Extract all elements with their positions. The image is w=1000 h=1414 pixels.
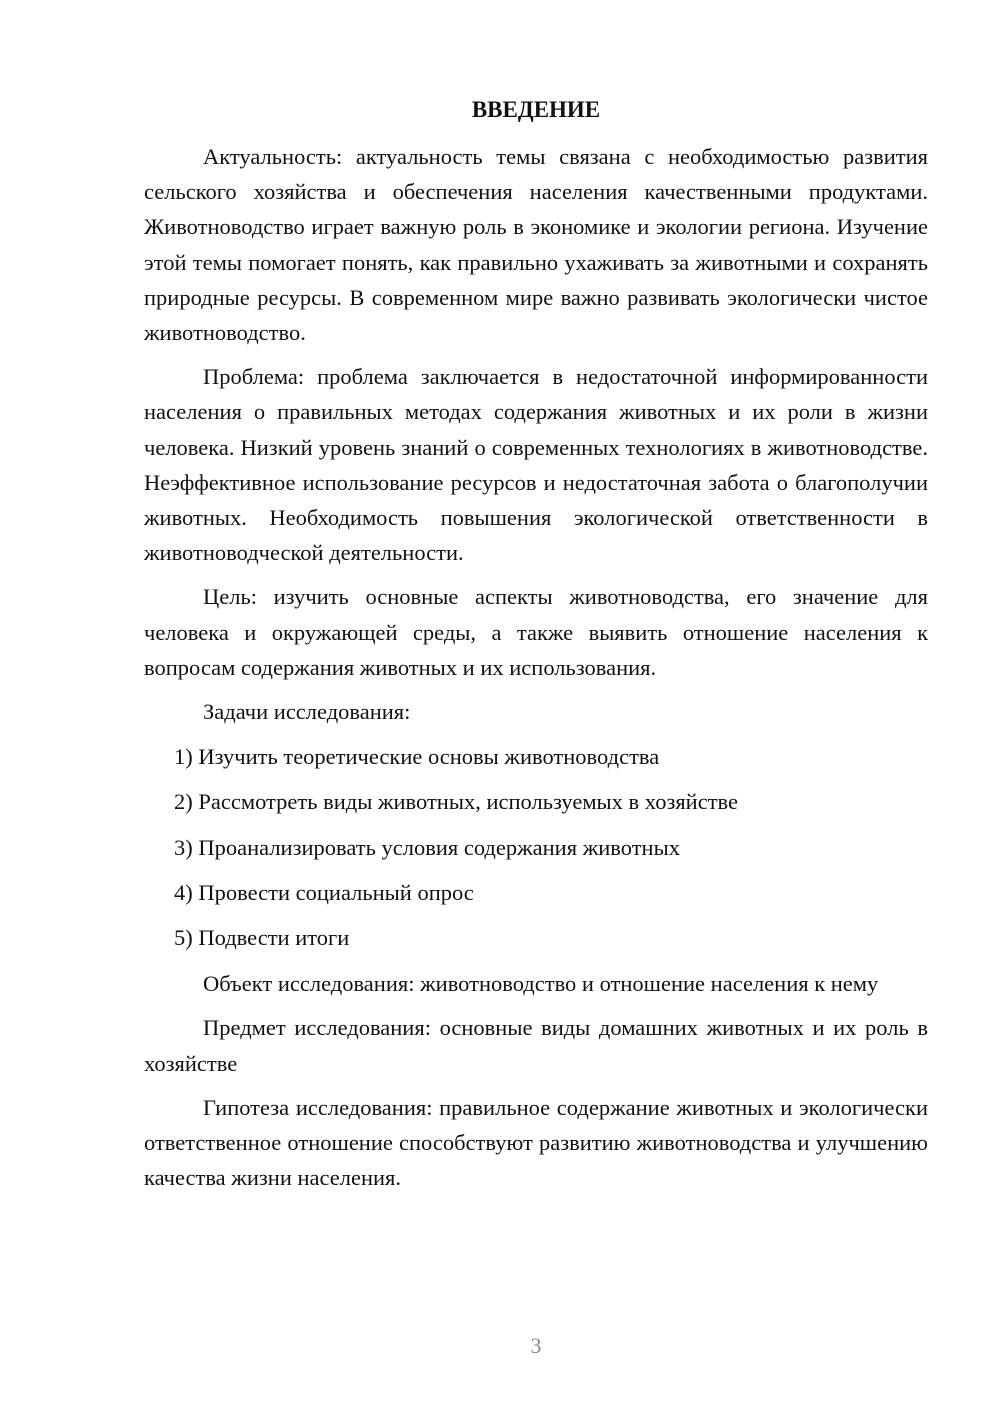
task-item-4: 4) Провести социальный опрос [174, 879, 474, 905]
task-item-5: 5) Подвести итоги [174, 925, 350, 951]
paragraph-object: Объект исследования: животноводство и отношение населения к нему [203, 971, 879, 997]
section-title: ВВЕДЕНИЕ [471, 97, 601, 122]
task-item-2: 2) Рассмотреть виды животных, используемых в хозяйстве [174, 789, 739, 815]
paragraph-goal: Цель: изучить основные аспекты животноводства, его значение для человека и окружающей среды, а также выявить отношение населения к вопросам содержания животных и их использования. [144, 584, 928, 680]
task-item-3: 3) Проанализировать условия содержания животных [174, 834, 680, 860]
tasks-heading: Задачи исследования: [203, 699, 411, 725]
tasks-list [144, 739, 928, 955]
page-number: 3 [530, 1333, 542, 1358]
document-page [144, 92, 928, 1204]
paragraph-relevance: Актуальность: актуальность темы связана с необходимостью развития сельского хозяйства и обеспечения населения качественными продуктами. Животноводство играет важную роль в экономике и экологии региона. Изучение этой темы помогает понять, как правильно ухаживать за животными и сохранять природные ресурсы. В современном мире важно развивать экологически чистое животноводство. [144, 144, 928, 346]
task-item-1: 1) Изучить теоретические основы животноводства [174, 744, 660, 770]
paragraph-subject: Предмет исследования: основные виды домашних животных и их роль в хозяйстве [144, 1015, 928, 1076]
paragraph-problem: Проблема: проблема заключается в недостаточной информированности населения о правильных методах содержания животных и их роли в жизни человека. Низкий уровень знаний о современных технологиях в животноводстве. Неэффективное использование ресурсов и недостаточная забота о благополучии животных. Необходимость повышения экологической ответственности в животноводческой деятельности. [144, 364, 928, 566]
paragraph-hypothesis: Гипотеза исследования: правильное содержание животных и экологически ответственное отношение способствуют развитию животноводства и улучшению качества жизни населения. [144, 1094, 928, 1191]
